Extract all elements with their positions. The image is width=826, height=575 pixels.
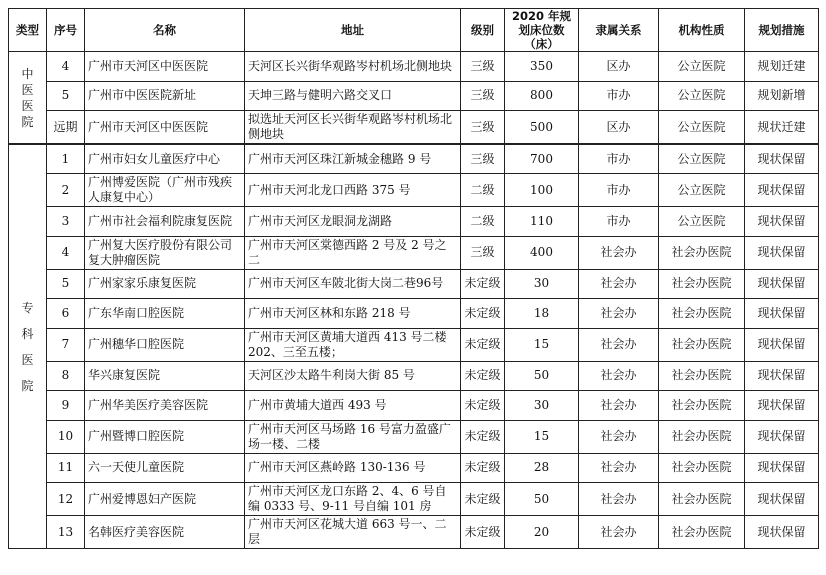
affiliation-cell: 社会办 — [579, 420, 659, 453]
level-cell: 三级 — [461, 236, 505, 269]
name-cell: 广州市天河区中医医院 — [85, 111, 245, 145]
beds-cell: 30 — [505, 391, 579, 421]
measure-cell: 现状保留 — [745, 207, 819, 237]
address-cell: 广州市天河区棠德西路 2 号及 2 号之二 — [245, 236, 461, 269]
address-cell: 广州市天河区花城大道 663 号一、二层 — [245, 516, 461, 549]
beds-cell: 800 — [505, 81, 579, 111]
level-cell: 未定级 — [461, 391, 505, 421]
nature-cell: 社会办医院 — [659, 236, 745, 269]
measure-cell: 现状保留 — [745, 361, 819, 391]
table-body — [9, 52, 819, 549]
seq-cell: 5 — [47, 269, 85, 299]
beds-cell: 350 — [505, 52, 579, 82]
level-cell: 未定级 — [461, 328, 505, 361]
seq-cell: 2 — [47, 174, 85, 207]
level-cell: 二级 — [461, 207, 505, 237]
hospital-plan-table — [8, 8, 819, 549]
header-row — [9, 9, 819, 52]
type-cell — [9, 52, 47, 145]
level-cell: 三级 — [461, 144, 505, 174]
address-cell: 广州市天河区黄埔大道西 413 号二楼 202、三至五楼； — [245, 328, 461, 361]
affiliation-cell: 社会办 — [579, 269, 659, 299]
address-cell: 广州市天河区马场路 16 号富力盈盛广场一楼、二楼 — [245, 420, 461, 453]
beds-cell: 50 — [505, 361, 579, 391]
affiliation-cell: 社会办 — [579, 516, 659, 549]
nature-cell: 社会办医院 — [659, 516, 745, 549]
seq-cell: 11 — [47, 453, 85, 483]
seq-cell: 7 — [47, 328, 85, 361]
address-cell: 天河区长兴街华观路岑村机场北侧地块 — [245, 52, 461, 82]
type-label: 专科医院 — [21, 300, 34, 393]
affiliation-cell: 区办 — [579, 52, 659, 82]
seq-cell: 9 — [47, 391, 85, 421]
address-cell: 广州市天河区龙眼洞龙湖路 — [245, 207, 461, 237]
header-type: 类型 — [9, 9, 47, 52]
address-cell: 广州市天河区燕岭路 130-136 号 — [245, 453, 461, 483]
address-cell: 广州市天河区龙口东路 2、4、6 号自编 0333 号、9-11 号自编 101 房 — [245, 483, 461, 516]
type-label: 中医医院 — [21, 66, 34, 129]
header-beds: 2020 年规划床位数（床） — [505, 9, 579, 52]
seq-cell: 5 — [47, 81, 85, 111]
measure-cell: 现状保留 — [745, 328, 819, 361]
level-cell: 未定级 — [461, 453, 505, 483]
beds-cell: 15 — [505, 328, 579, 361]
beds-cell: 400 — [505, 236, 579, 269]
affiliation-cell: 区办 — [579, 111, 659, 145]
name-cell: 名韩医疗美容医院 — [85, 516, 245, 549]
measure-cell: 规划迁建 — [745, 52, 819, 82]
nature-cell: 公立医院 — [659, 111, 745, 145]
header-level: 级别 — [461, 9, 505, 52]
name-cell: 广州市天河区中医医院 — [85, 52, 245, 82]
table-row — [9, 207, 819, 237]
nature-cell: 公立医院 — [659, 52, 745, 82]
seq-cell: 8 — [47, 361, 85, 391]
header-address: 地址 — [245, 9, 461, 52]
measure-cell: 现状保留 — [745, 299, 819, 329]
seq-cell: 3 — [47, 207, 85, 237]
seq-cell: 4 — [47, 236, 85, 269]
address-cell: 广州市天河区林和东路 218 号 — [245, 299, 461, 329]
seq-cell: 4 — [47, 52, 85, 82]
nature-cell: 公立医院 — [659, 174, 745, 207]
measure-cell: 现状保留 — [745, 269, 819, 299]
measure-cell: 现状保留 — [745, 483, 819, 516]
header-name: 名称 — [85, 9, 245, 52]
name-cell: 广州爱博恩妇产医院 — [85, 483, 245, 516]
nature-cell: 社会办医院 — [659, 328, 745, 361]
type-cell — [9, 144, 47, 549]
level-cell: 未定级 — [461, 483, 505, 516]
name-cell: 广州穗华口腔医院 — [85, 328, 245, 361]
measure-cell: 规状迁建 — [745, 111, 819, 145]
beds-cell: 18 — [505, 299, 579, 329]
level-cell: 三级 — [461, 111, 505, 145]
level-cell: 未定级 — [461, 269, 505, 299]
level-cell: 二级 — [461, 174, 505, 207]
address-cell: 天坤三路与健明六路交叉口 — [245, 81, 461, 111]
beds-cell: 100 — [505, 174, 579, 207]
name-cell: 广州市妇女儿童医疗中心 — [85, 144, 245, 174]
beds-cell: 30 — [505, 269, 579, 299]
table-row — [9, 483, 819, 516]
nature-cell: 社会办医院 — [659, 391, 745, 421]
table-row — [9, 52, 819, 82]
beds-cell: 28 — [505, 453, 579, 483]
level-cell: 三级 — [461, 52, 505, 82]
measure-cell: 现状保留 — [745, 236, 819, 269]
name-cell: 广州市中医医院新址 — [85, 81, 245, 111]
address-cell: 天河区沙太路牛利岗大街 85 号 — [245, 361, 461, 391]
address-cell: 广州市天河区车陂北街大岗二巷96号 — [245, 269, 461, 299]
affiliation-cell: 社会办 — [579, 391, 659, 421]
affiliation-cell: 社会办 — [579, 236, 659, 269]
header-affiliation: 隶属关系 — [579, 9, 659, 52]
seq-cell: 6 — [47, 299, 85, 329]
measure-cell: 规划新增 — [745, 81, 819, 111]
table-row — [9, 516, 819, 549]
table-row — [9, 144, 819, 174]
nature-cell: 社会办医院 — [659, 361, 745, 391]
measure-cell: 现状保留 — [745, 174, 819, 207]
level-cell: 未定级 — [461, 516, 505, 549]
nature-cell: 社会办医院 — [659, 483, 745, 516]
level-cell: 未定级 — [461, 420, 505, 453]
affiliation-cell: 社会办 — [579, 361, 659, 391]
affiliation-cell: 社会办 — [579, 328, 659, 361]
header-nature: 机构性质 — [659, 9, 745, 52]
affiliation-cell: 市办 — [579, 144, 659, 174]
table-row — [9, 361, 819, 391]
measure-cell: 现状保留 — [745, 391, 819, 421]
level-cell: 未定级 — [461, 361, 505, 391]
seq-cell: 远期 — [47, 111, 85, 145]
name-cell: 广州家家乐康复医院 — [85, 269, 245, 299]
affiliation-cell: 社会办 — [579, 483, 659, 516]
nature-cell: 社会办医院 — [659, 453, 745, 483]
address-cell: 广州市天河北龙口西路 375 号 — [245, 174, 461, 207]
name-cell: 华兴康复医院 — [85, 361, 245, 391]
measure-cell: 现状保留 — [745, 516, 819, 549]
seq-cell: 13 — [47, 516, 85, 549]
name-cell: 广州复大医疗股份有限公司复大肿瘤医院 — [85, 236, 245, 269]
nature-cell: 社会办医院 — [659, 269, 745, 299]
header-measure: 规划措施 — [745, 9, 819, 52]
beds-cell: 20 — [505, 516, 579, 549]
seq-cell: 10 — [47, 420, 85, 453]
affiliation-cell: 社会办 — [579, 299, 659, 329]
name-cell: 广州华美医疗美容医院 — [85, 391, 245, 421]
table-row — [9, 299, 819, 329]
table-row — [9, 391, 819, 421]
nature-cell: 公立医院 — [659, 81, 745, 111]
affiliation-cell: 社会办 — [579, 453, 659, 483]
level-cell: 三级 — [461, 81, 505, 111]
table-row — [9, 236, 819, 269]
name-cell: 广东华南口腔医院 — [85, 299, 245, 329]
seq-cell: 12 — [47, 483, 85, 516]
nature-cell: 社会办医院 — [659, 420, 745, 453]
nature-cell: 公立医院 — [659, 144, 745, 174]
beds-cell: 110 — [505, 207, 579, 237]
affiliation-cell: 市办 — [579, 81, 659, 111]
level-cell: 未定级 — [461, 299, 505, 329]
measure-cell: 现状保留 — [745, 144, 819, 174]
beds-cell: 50 — [505, 483, 579, 516]
table-row — [9, 111, 819, 145]
document-page — [8, 8, 819, 549]
table-row — [9, 174, 819, 207]
address-cell: 广州市天河区珠江新城金穗路 9 号 — [245, 144, 461, 174]
name-cell: 广州市社会福利院康复医院 — [85, 207, 245, 237]
table-row — [9, 81, 819, 111]
name-cell: 六一天使儿童医院 — [85, 453, 245, 483]
nature-cell: 公立医院 — [659, 207, 745, 237]
table-row — [9, 420, 819, 453]
header-seq: 序号 — [47, 9, 85, 52]
table-row — [9, 328, 819, 361]
name-cell: 广州暨博口腔医院 — [85, 420, 245, 453]
beds-cell: 15 — [505, 420, 579, 453]
affiliation-cell: 市办 — [579, 207, 659, 237]
nature-cell: 社会办医院 — [659, 299, 745, 329]
measure-cell: 现状保留 — [745, 420, 819, 453]
measure-cell: 现状保留 — [745, 453, 819, 483]
table-row — [9, 453, 819, 483]
name-cell: 广州博爱医院（广州市残疾人康复中心） — [85, 174, 245, 207]
table-row — [9, 269, 819, 299]
beds-cell: 500 — [505, 111, 579, 145]
seq-cell: 1 — [47, 144, 85, 174]
address-cell: 广州市黄埔大道西 493 号 — [245, 391, 461, 421]
beds-cell: 700 — [505, 144, 579, 174]
address-cell: 拟选址天河区长兴街华观路岑村机场北侧地块 — [245, 111, 461, 145]
affiliation-cell: 市办 — [579, 174, 659, 207]
